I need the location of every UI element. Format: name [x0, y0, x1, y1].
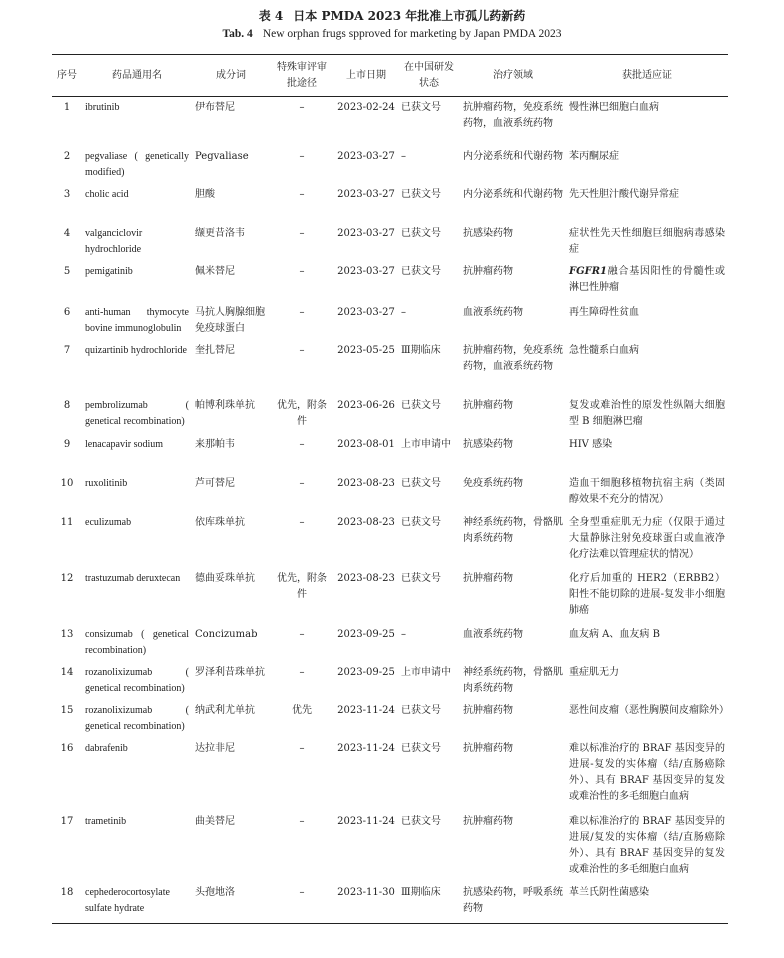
approved-indication: HIV 感染: [569, 438, 613, 450]
ingredient-name: 纳武利尤单抗: [195, 704, 255, 716]
table-row: [52, 811, 728, 882]
review-pathway: –: [299, 438, 305, 450]
review-pathway: 优先: [292, 704, 312, 716]
approved-indication: 难以标准治疗的 BRAF 基因变异的进展-复发的实体瘤（结/直肠癌除外）、具有 BRAF 基因变异的复发或难治性的多毛细胞白血病: [569, 742, 725, 802]
launch-date: 2023-11-24: [337, 742, 395, 754]
review-pathway: –: [299, 227, 305, 239]
row-number: 17: [60, 815, 74, 827]
therapeutic-area: 抗肿瘤药物: [463, 815, 513, 827]
ingredient-name: 头孢地洛: [195, 886, 235, 898]
orphan-drug-table: [52, 54, 728, 924]
therapeutic-area: 抗肿瘤药物: [463, 399, 513, 411]
china-status: 已获文号: [401, 265, 441, 277]
row-number: 10: [60, 477, 74, 489]
review-pathway: –: [299, 344, 305, 356]
ingredient-name: 马抗人胸腺细胞免疫球蛋白: [195, 306, 265, 334]
table-row: [52, 97, 728, 146]
ingredient-name: 依库珠单抗: [195, 516, 245, 528]
generic-name: ruxolitinib: [85, 477, 128, 489]
generic-name: consizumab ( genetical recombination): [85, 628, 189, 656]
launch-date: 2023-09-25: [337, 628, 395, 640]
china-status: 上市申请中: [401, 666, 451, 678]
generic-name: pegvaliase ( genetically modified): [85, 150, 189, 178]
table-row: [52, 223, 728, 261]
table-row: [52, 302, 728, 340]
row-number: 7: [63, 344, 71, 356]
row-number: 15: [60, 704, 74, 716]
generic-name: cholic acid: [85, 188, 129, 200]
launch-date: 2023-08-23: [337, 477, 395, 489]
caption-en-title: New orphan frugs spproved for marketing by Japan PMDA 2023: [262, 28, 562, 40]
table-row: [52, 700, 728, 738]
china-status: 已获文号: [401, 516, 441, 528]
therapeutic-area: 内分泌系统和代谢药物: [463, 150, 563, 162]
header-cell: 上市日期: [346, 69, 386, 81]
header-cell: 治疗领域: [493, 69, 533, 81]
launch-date: 2023-09-25: [337, 666, 395, 678]
launch-date: 2023-02-24: [337, 102, 395, 113]
therapeutic-area: 抗肿瘤药物，免疫系统药物，血液系统药物: [463, 344, 563, 372]
china-status: 已获文号: [401, 102, 441, 113]
approved-indication: 慢性淋巴细胞白血病: [569, 102, 659, 113]
row-number: 16: [60, 742, 74, 754]
row-number: 5: [63, 265, 71, 277]
therapeutic-area: 抗感染药物，呼吸系统药物: [463, 886, 563, 914]
row-number: 3: [63, 188, 71, 200]
approved-indication: 血友病 A、血友病 B: [569, 628, 660, 640]
header-cell: 药品通用名: [112, 69, 162, 81]
header-cell: 特殊审评审批途径: [277, 61, 327, 89]
launch-date: 2023-03-27: [337, 306, 395, 318]
header-cell: 获批适应证: [622, 69, 672, 81]
therapeutic-area: 血液系统药物: [463, 628, 523, 640]
review-pathway: –: [299, 666, 305, 678]
table-row: [52, 624, 728, 662]
therapeutic-area: 抗肿瘤药物: [463, 572, 513, 584]
china-status: 已获文号: [401, 742, 441, 754]
china-status: Ⅲ期临床: [401, 344, 441, 356]
review-pathway: –: [299, 265, 305, 277]
approved-indication: 苯丙酮尿症: [569, 150, 619, 162]
review-pathway: 优先，附条件: [277, 399, 327, 427]
approved-indication: 革兰氏阴性菌感染: [569, 886, 649, 898]
china-status: 已获文号: [401, 227, 441, 239]
ingredient-name: 曲美替尼: [195, 815, 235, 827]
launch-date: 2023-03-27: [337, 150, 395, 162]
review-pathway: –: [299, 742, 305, 754]
generic-name: dabrafenib: [85, 742, 128, 754]
row-number: 1: [63, 102, 71, 113]
approved-indication: 急性髓系白血病: [569, 344, 639, 356]
china-status: –: [401, 628, 406, 640]
ingredient-name: Pegvaliase: [195, 150, 249, 162]
therapeutic-area: 抗肿瘤药物: [463, 265, 513, 277]
ingredient-name: 佩米替尼: [195, 265, 235, 277]
china-status: 上市申请中: [401, 438, 451, 450]
table-row: [52, 512, 728, 568]
table-row: [52, 568, 728, 624]
table-header-row: [52, 55, 728, 97]
launch-date: 2023-08-23: [337, 572, 395, 584]
table-row: [52, 882, 728, 924]
generic-name: quizartinib hydrochloride: [85, 344, 187, 356]
ingredient-name: 来那帕韦: [195, 438, 235, 450]
row-number: 12: [60, 572, 74, 584]
china-status: –: [401, 306, 406, 318]
header-cell: 在中国研发状态: [404, 61, 454, 89]
row-number: 14: [60, 666, 74, 678]
ingredient-name: 达拉非尼: [195, 742, 235, 754]
therapeutic-area: 抗感染药物: [463, 227, 513, 239]
therapeutic-area: 内分泌系统和代谢药物: [463, 188, 563, 200]
generic-name: lenacapavir sodium: [85, 438, 164, 450]
china-status: 已获文号: [401, 704, 441, 716]
generic-name: eculizumab: [85, 516, 132, 528]
header-cell: 序号: [57, 69, 77, 81]
china-status: 已获文号: [401, 815, 441, 827]
table-row: [52, 340, 728, 395]
review-pathway: 优先，附条件: [277, 572, 327, 600]
launch-date: 2023-03-27: [337, 265, 395, 277]
china-status: 已获文号: [401, 572, 441, 584]
caption-en-label: Tab. 4: [222, 28, 253, 40]
approved-indication: 复发或难治性的原发性纵隔大细胞型 B 细胞淋巴瘤: [569, 399, 725, 427]
table-row: [52, 261, 728, 302]
generic-name: ibrutinib: [85, 102, 120, 113]
row-number: 9: [63, 438, 71, 450]
china-status: 已获文号: [401, 477, 441, 489]
table-caption-cn: [0, 7, 784, 24]
caption-cn-title: 日本 PMDA 2023 年批准上市孤儿药新药: [293, 9, 526, 23]
therapeutic-area: 抗感染药物: [463, 438, 513, 450]
therapeutic-area: 血液系统药物: [463, 306, 523, 318]
row-number: 18: [60, 886, 74, 898]
review-pathway: –: [299, 477, 305, 489]
launch-date: 2023-08-01: [337, 438, 395, 450]
ingredient-name: 奎扎替尼: [195, 344, 235, 356]
generic-name: rozanolixizumab ( genetical recombination): [85, 666, 189, 694]
row-number: 4: [63, 227, 71, 239]
ingredient-name: 胆酸: [195, 188, 215, 200]
approved-indication: 难以标准治疗的 BRAF 基因变异的进展/复发的实体瘤（结/直肠癌除外）、具有 BRAF 基因变异的复发或难治性的多毛细胞白血病: [569, 815, 725, 875]
approved-indication: 先天性胆汁酸代谢异常症: [569, 188, 679, 200]
ingredient-name: 芦可替尼: [195, 477, 235, 489]
launch-date: 2023-03-27: [337, 227, 395, 239]
generic-name: anti-human thymocyte bovine immunoglobulin: [85, 306, 189, 334]
review-pathway: –: [299, 306, 305, 318]
launch-date: 2023-08-23: [337, 516, 395, 528]
indication-text: 融合基因阳性的骨髓性或淋巴性肿瘤: [569, 265, 725, 293]
row-number: 13: [60, 628, 74, 640]
therapeutic-area: 抗肿瘤药物，免疫系统药物，血液系统药物: [463, 102, 563, 129]
approved-indication: 全身型重症肌无力症（仅限于通过大量静脉注射免疫球蛋白或血液净化疗法难以管理症状的情况）: [569, 516, 725, 560]
table-row: [52, 184, 728, 223]
therapeutic-area: 神经系统药物，骨骼肌肉系统药物: [463, 516, 563, 544]
review-pathway: –: [299, 516, 305, 528]
approved-indication: 再生障碍性贫血: [569, 306, 639, 318]
table-row: [52, 473, 728, 512]
row-number: 6: [63, 306, 71, 318]
review-pathway: –: [299, 886, 305, 898]
generic-name: rozanolixizumab ( genetical recombination): [85, 704, 189, 732]
ingredient-name: 德曲妥珠单抗: [195, 572, 255, 584]
china-status: –: [401, 150, 406, 162]
china-status: 已获文号: [401, 188, 441, 200]
review-pathway: –: [299, 102, 305, 113]
china-status: Ⅲ期临床: [401, 886, 441, 898]
generic-name: pembrolizumab ( genetical recombination): [85, 399, 189, 427]
row-number: 11: [60, 516, 74, 528]
launch-date: 2023-11-24: [337, 704, 395, 716]
table-row: [52, 395, 728, 434]
caption-cn-label: 表 4: [258, 9, 284, 23]
review-pathway: –: [299, 628, 305, 640]
approved-indication: 恶性间皮瘤（恶性胸膜间皮瘤除外）: [569, 704, 729, 716]
table-row: [52, 434, 728, 473]
china-status: 已获文号: [401, 399, 441, 411]
generic-name: trametinib: [85, 815, 127, 827]
therapeutic-area: 免疫系统药物: [463, 477, 523, 489]
table-row: [52, 738, 728, 811]
ingredient-name: Concizumab: [195, 628, 258, 640]
ingredient-name: 帕博利珠单抗: [195, 399, 255, 411]
review-pathway: –: [299, 150, 305, 162]
launch-date: 2023-11-30: [337, 886, 395, 898]
row-number: 2: [63, 150, 71, 162]
header-cell: 成分词: [216, 69, 246, 81]
launch-date: 2023-03-27: [337, 188, 395, 200]
approved-indication: 化疗后加重的 HER2（ERBB2）阳性不能切除的进展-复发非小细胞肺癌: [569, 572, 725, 616]
therapeutic-area: 抗肿瘤药物: [463, 704, 513, 716]
review-pathway: –: [299, 815, 305, 827]
therapeutic-area: 神经系统药物，骨骼肌肉系统药物: [463, 666, 563, 694]
table-row: [52, 146, 728, 184]
generic-name: trastuzumab deruxtecan: [85, 572, 181, 584]
generic-name: pemigatinib: [85, 265, 133, 277]
ingredient-name: 缬更昔洛韦: [195, 227, 245, 239]
therapeutic-area: 抗肿瘤药物: [463, 742, 513, 754]
row-number: 8: [63, 399, 71, 411]
approved-indication: [566, 261, 728, 302]
launch-date: 2023-06-26: [337, 399, 395, 411]
generic-name: cephederocortosylate sulfate hydrate: [85, 886, 170, 914]
gene-name: FGFR1: [569, 265, 608, 277]
launch-date: 2023-11-24: [337, 815, 395, 827]
generic-name: valganciclovir hydrochloride: [85, 227, 143, 255]
launch-date: 2023-05-25: [337, 344, 395, 356]
ingredient-name: 罗泽利昔珠单抗: [195, 666, 265, 678]
review-pathway: –: [299, 188, 305, 200]
table-caption-en: [0, 28, 784, 40]
approved-indication: 症状性先天性细胞巨细胞病毒感染症: [569, 227, 725, 255]
approved-indication: 重症肌无力: [569, 666, 619, 678]
approved-indication: 造血干细胞移植物抗宿主病（类固醇效果不充分的情况）: [569, 477, 725, 505]
table-row: [52, 662, 728, 700]
ingredient-name: 伊布替尼: [195, 102, 235, 113]
